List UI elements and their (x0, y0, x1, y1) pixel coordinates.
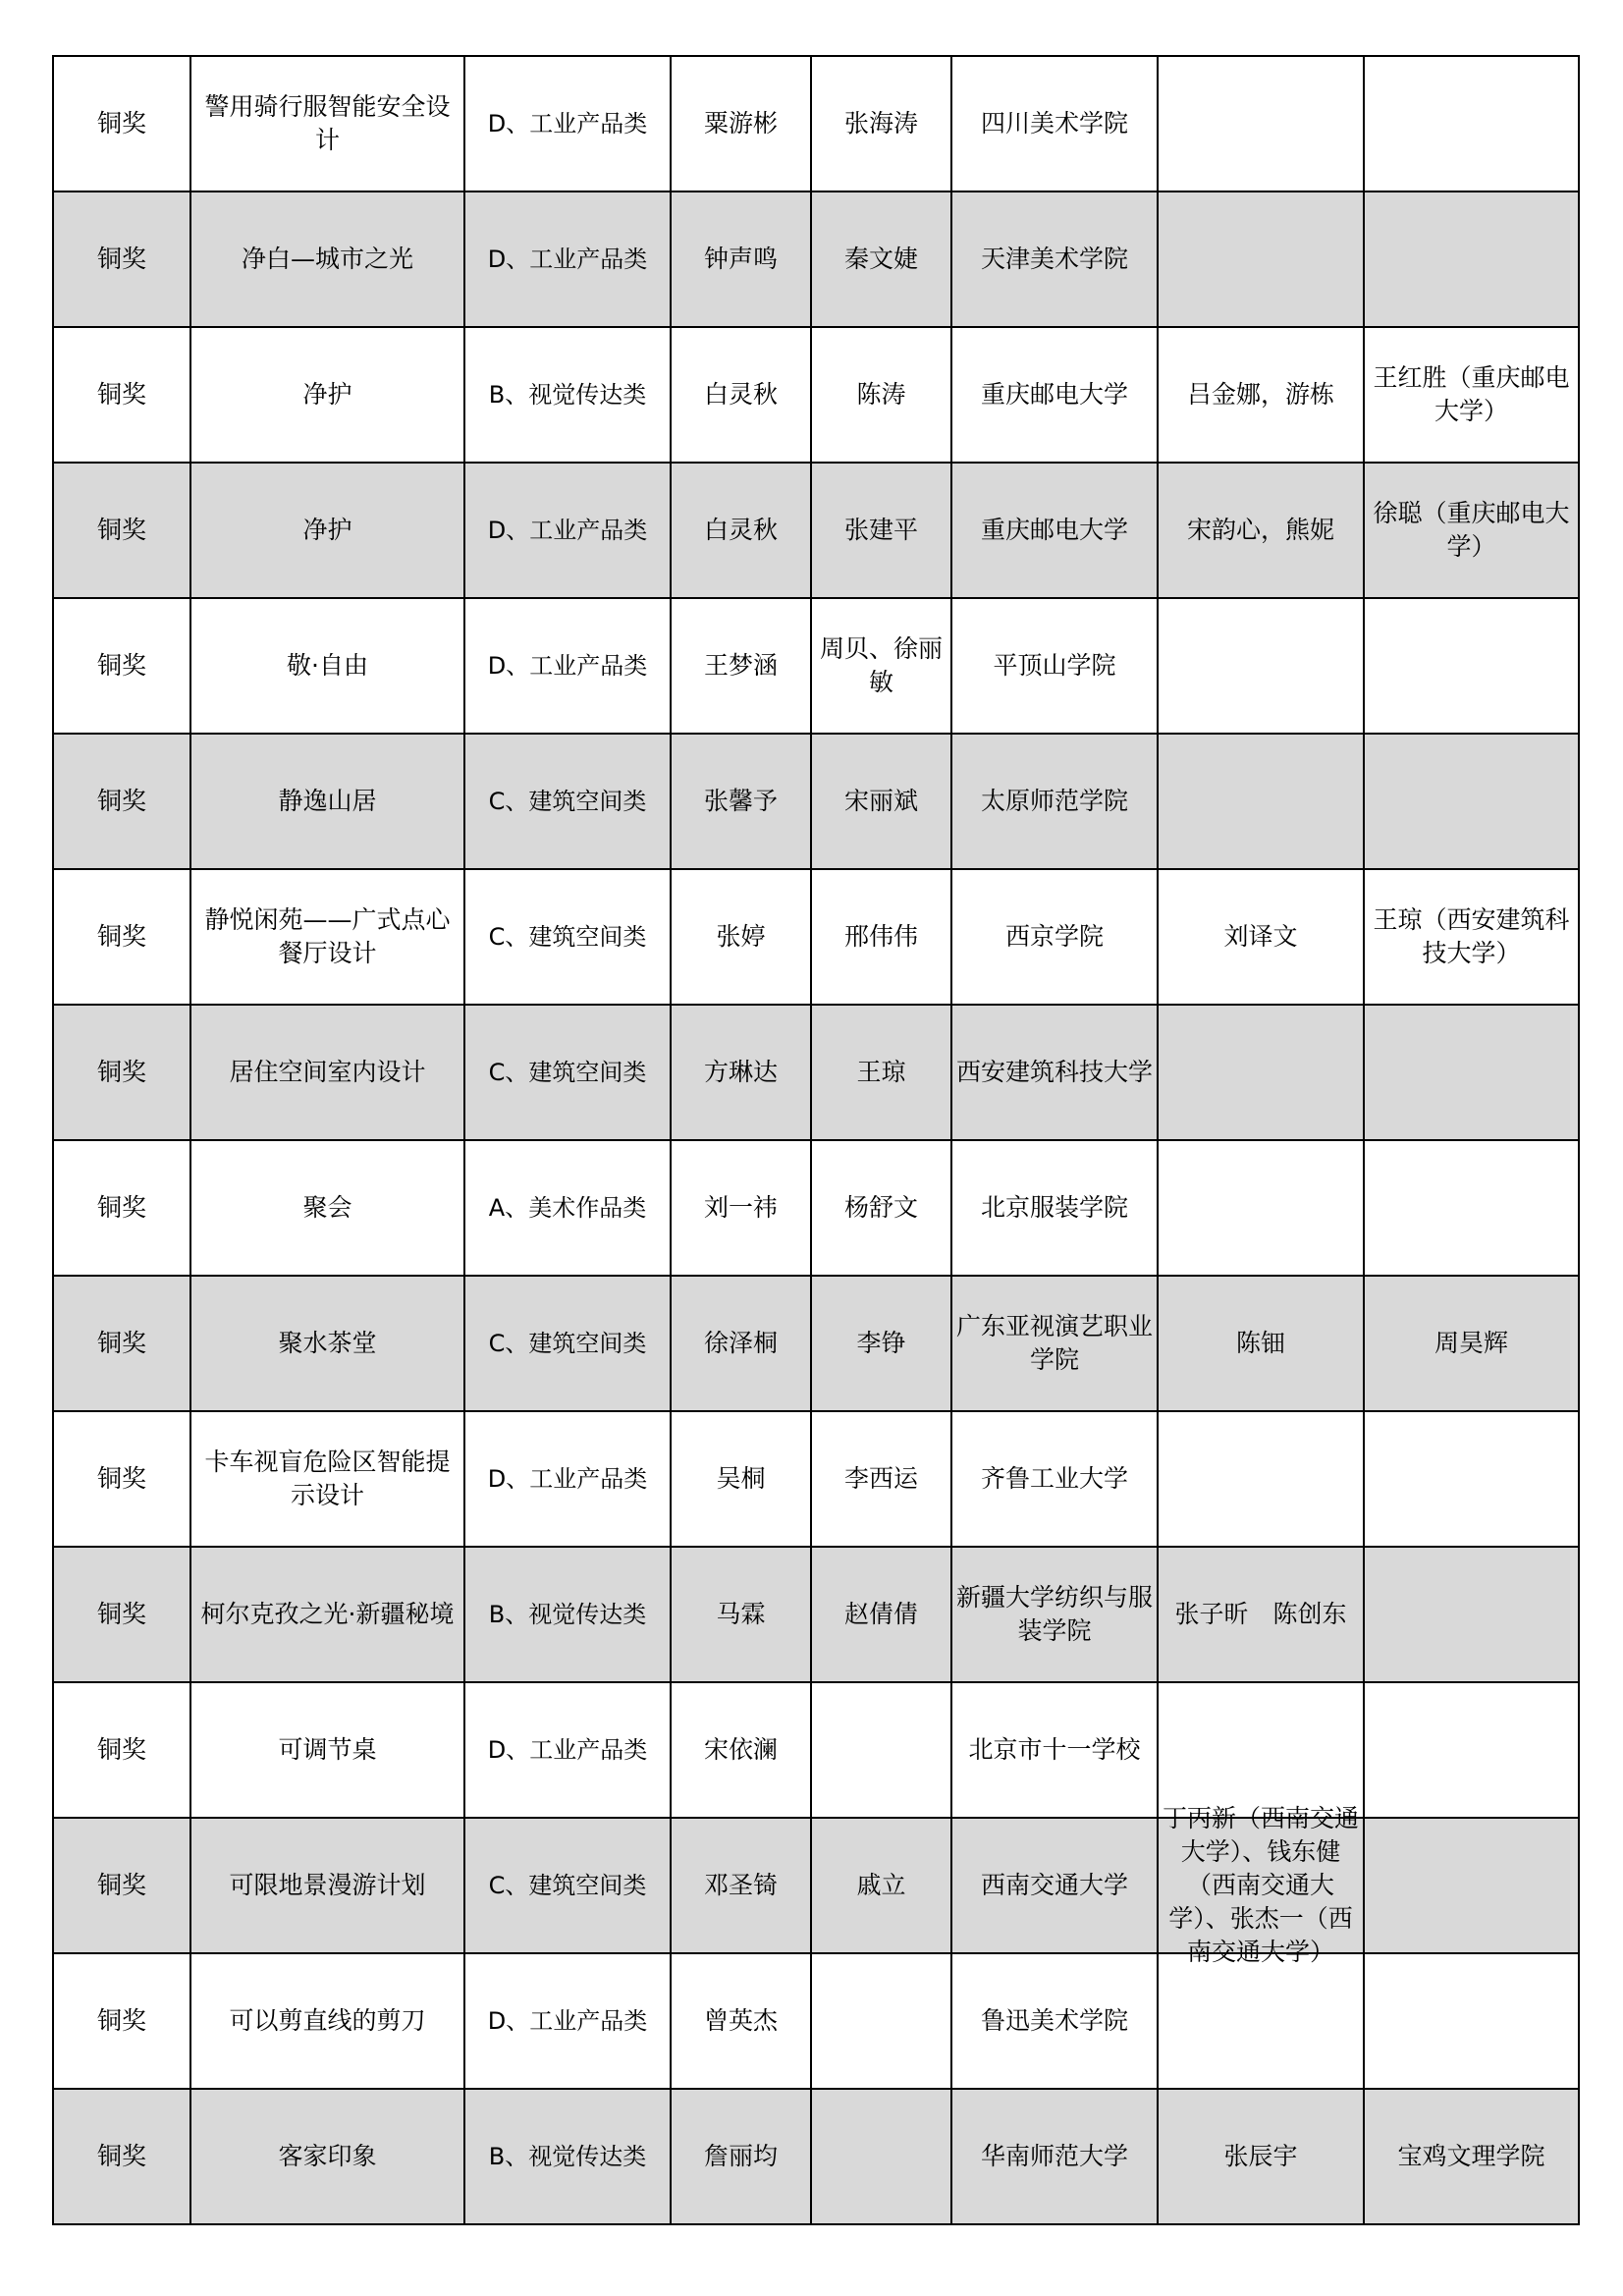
cell-text: D、工业产品类 (487, 246, 648, 273)
cell-award (53, 1005, 190, 1140)
cell-text: 铜奖 (96, 922, 146, 951)
cell-author (671, 598, 811, 734)
cell-text: C、建筑空间类 (488, 788, 647, 815)
cell-text: 铜奖 (96, 1464, 146, 1493)
cell-text: 铜奖 (96, 1600, 146, 1628)
cell-text: 铜奖 (96, 1329, 146, 1357)
cell-text: 张海涛 (843, 109, 918, 137)
cell-category (464, 191, 671, 327)
cell-text: 宋依澜 (703, 1735, 778, 1764)
cell-category (464, 1276, 671, 1411)
cell-text: 铜奖 (96, 245, 146, 273)
cell-text: 宋韵心，熊妮 (1186, 516, 1334, 544)
cell-category (464, 1682, 671, 1818)
cell-category (464, 2089, 671, 2224)
cell-award (53, 463, 190, 598)
cell-award (53, 598, 190, 734)
cell-text: 邓圣锜 (703, 1871, 778, 1899)
cell-text: 王琼 (856, 1058, 906, 1086)
cell-author (671, 1682, 811, 1818)
cell-text: 钟声鸣 (703, 245, 778, 273)
cell-text: B、视觉传达类 (488, 1601, 647, 1628)
cell-author (671, 1547, 811, 1682)
cell-award (53, 327, 190, 463)
cell-text: 周昊辉 (1434, 1329, 1508, 1357)
cell-text: 秦文婕 (843, 245, 918, 273)
cell-text: D、工业产品类 (487, 652, 648, 680)
cell-category (464, 1005, 671, 1140)
cell-text: 西安建筑科技大学 (956, 1058, 1154, 1086)
cell-author (671, 869, 811, 1005)
cell-text: 铜奖 (96, 1871, 146, 1899)
cell-text: D、工业产品类 (487, 110, 648, 137)
cell-text: A、美术作品类 (488, 1194, 647, 1222)
cell-category (464, 1547, 671, 1682)
cell-text: 可调节桌 (278, 1735, 377, 1764)
cell-advisor (1364, 598, 1579, 734)
cell-school (951, 1005, 1158, 1140)
cell-author (671, 1953, 811, 2089)
cell-advisor (1364, 1276, 1579, 1411)
cell-text: 天津美术学院 (980, 245, 1128, 273)
table-row (53, 1547, 1579, 1682)
cell-author (671, 191, 811, 327)
table-row (53, 191, 1579, 327)
cell-school (951, 327, 1158, 463)
cell-text: 赵倩倩 (843, 1600, 918, 1628)
cell-advisor (1364, 1140, 1579, 1276)
cell-title (190, 869, 464, 1005)
cell-teacher (811, 327, 951, 463)
cell-team (1158, 598, 1364, 734)
cell-team (1158, 56, 1364, 191)
cell-text: 敬·自由 (287, 651, 368, 680)
cell-teacher (811, 1818, 951, 1953)
cell-text: 李铮 (856, 1329, 906, 1357)
award-table (52, 55, 1580, 2225)
cell-author (671, 1005, 811, 1140)
cell-text: 徐泽桐 (703, 1329, 778, 1357)
cell-team (1158, 1953, 1364, 2089)
cell-award (53, 1276, 190, 1411)
cell-text: 西南交通大学 (980, 1871, 1128, 1899)
cell-teacher (811, 1547, 951, 1682)
cell-school (951, 1276, 1158, 1411)
cell-text: D、工业产品类 (487, 517, 648, 544)
cell-advisor (1364, 191, 1579, 327)
cell-text: 丁丙新（西南交通大学）、钱东健（西南交通大学）、张杰一（西南交通大学） (1163, 1804, 1360, 1966)
cell-title (190, 191, 464, 327)
cell-title (190, 1005, 464, 1140)
table-body (53, 56, 1579, 2224)
cell-advisor (1364, 1818, 1579, 1953)
cell-advisor (1364, 1005, 1579, 1140)
cell-title (190, 1140, 464, 1276)
cell-text: 太原师范学院 (980, 787, 1128, 815)
cell-text: 净护 (302, 380, 352, 409)
cell-award (53, 1818, 190, 1953)
table-row (53, 1953, 1579, 2089)
cell-team (1158, 1411, 1364, 1547)
cell-advisor (1364, 869, 1579, 1005)
cell-award (53, 1140, 190, 1276)
cell-author (671, 1276, 811, 1411)
cell-text: D、工业产品类 (487, 1465, 648, 1493)
cell-category (464, 56, 671, 191)
cell-category (464, 327, 671, 463)
cell-text: 铜奖 (96, 1058, 146, 1086)
cell-text: C、建筑空间类 (488, 1059, 647, 1086)
cell-teacher (811, 1140, 951, 1276)
cell-text: 张婷 (716, 922, 766, 951)
cell-author (671, 2089, 811, 2224)
cell-teacher (811, 734, 951, 869)
cell-text: 徐聪（重庆邮电大学） (1373, 499, 1570, 561)
cell-advisor (1364, 734, 1579, 869)
cell-teacher (811, 56, 951, 191)
cell-text: 陈钿 (1235, 1329, 1285, 1357)
cell-text: 铜奖 (96, 516, 146, 544)
cell-advisor (1364, 2089, 1579, 2224)
cell-text: 齐鲁工业大学 (980, 1464, 1128, 1493)
cell-team (1158, 734, 1364, 869)
cell-team (1158, 1547, 1364, 1682)
cell-text: C、建筑空间类 (488, 1330, 647, 1357)
cell-text: 重庆邮电大学 (980, 380, 1128, 409)
cell-author (671, 1411, 811, 1547)
cell-text: 宋丽斌 (843, 787, 918, 815)
cell-text: 铜奖 (96, 2142, 146, 2170)
cell-teacher (811, 1411, 951, 1547)
cell-teacher (811, 1005, 951, 1140)
cell-text: 刘译文 (1223, 922, 1298, 951)
cell-school (951, 598, 1158, 734)
cell-school (951, 1140, 1158, 1276)
cell-team (1158, 191, 1364, 327)
cell-text: 张辰宇 (1223, 2142, 1298, 2170)
cell-text: 平顶山学院 (993, 651, 1116, 680)
cell-advisor (1364, 1682, 1579, 1818)
cell-text: 张馨予 (703, 787, 778, 815)
cell-teacher (811, 598, 951, 734)
cell-title (190, 463, 464, 598)
table-row (53, 734, 1579, 869)
cell-advisor (1364, 1547, 1579, 1682)
cell-team (1158, 1005, 1364, 1140)
cell-school (951, 734, 1158, 869)
cell-title (190, 327, 464, 463)
cell-team (1158, 1682, 1364, 1818)
cell-text: 宝鸡文理学院 (1397, 2142, 1545, 2170)
cell-text: 北京服装学院 (980, 1193, 1128, 1222)
cell-school (951, 869, 1158, 1005)
table-row (53, 869, 1579, 1005)
cell-category (464, 1818, 671, 1953)
cell-title (190, 1411, 464, 1547)
cell-text: B、视觉传达类 (488, 2143, 647, 2170)
cell-author (671, 734, 811, 869)
table-row (53, 1818, 1579, 1953)
cell-teacher (811, 869, 951, 1005)
cell-team (1158, 1276, 1364, 1411)
cell-text: C、建筑空间类 (488, 923, 647, 951)
cell-teacher (811, 191, 951, 327)
cell-text: 重庆邮电大学 (980, 516, 1128, 544)
cell-award (53, 1953, 190, 2089)
cell-teacher (811, 2089, 951, 2224)
cell-category (464, 869, 671, 1005)
cell-teacher (811, 1953, 951, 2089)
cell-author (671, 1818, 811, 1953)
cell-text: 铜奖 (96, 2006, 146, 2035)
cell-teacher (811, 463, 951, 598)
cell-text: 静悦闲苑——广式点心餐厅设计 (204, 905, 451, 967)
cell-title (190, 2089, 464, 2224)
cell-text: 铜奖 (96, 380, 146, 409)
cell-text: 铜奖 (96, 109, 146, 137)
cell-category (464, 1953, 671, 2089)
cell-award (53, 1411, 190, 1547)
table-row (53, 327, 1579, 463)
table-row (53, 1682, 1579, 1818)
cell-title (190, 1953, 464, 2089)
cell-category (464, 1411, 671, 1547)
cell-text: 陈涛 (856, 380, 906, 409)
cell-advisor (1364, 56, 1579, 191)
cell-text: 卡车视盲危险区智能提示设计 (204, 1448, 451, 1509)
cell-school (951, 1682, 1158, 1818)
cell-advisor (1364, 1411, 1579, 1547)
cell-text: 西京学院 (1004, 922, 1104, 951)
cell-text: 铜奖 (96, 787, 146, 815)
cell-text: 邢伟伟 (843, 922, 918, 951)
cell-category (464, 1140, 671, 1276)
cell-text: 居住空间室内设计 (229, 1058, 426, 1086)
cell-school (951, 1411, 1158, 1547)
table-row (53, 56, 1579, 191)
cell-award (53, 191, 190, 327)
cell-teacher (811, 1682, 951, 1818)
cell-text: 李西运 (843, 1464, 918, 1493)
cell-team (1158, 1140, 1364, 1276)
cell-school (951, 463, 1158, 598)
cell-school (951, 1547, 1158, 1682)
cell-text: 可以剪直线的剪刀 (229, 2006, 426, 2035)
cell-text: 广东亚视演艺职业学院 (956, 1312, 1154, 1374)
cell-teacher (811, 1276, 951, 1411)
cell-title (190, 598, 464, 734)
cell-advisor (1364, 463, 1579, 598)
cell-text: D、工业产品类 (487, 2007, 648, 2035)
cell-text: 华南师范大学 (980, 2142, 1128, 2170)
cell-text: 白灵秋 (703, 516, 778, 544)
table-row (53, 598, 1579, 734)
cell-text: 王梦涵 (703, 651, 778, 680)
cell-text: 刘一祎 (703, 1193, 778, 1222)
cell-text: 净护 (302, 516, 352, 544)
cell-award (53, 734, 190, 869)
cell-text: 张子昕 陈创东 (1174, 1600, 1347, 1628)
cell-school (951, 1953, 1158, 2089)
cell-text: 白灵秋 (703, 380, 778, 409)
cell-category (464, 734, 671, 869)
cell-title (190, 1547, 464, 1682)
cell-text: 曾英杰 (703, 2006, 778, 2035)
cell-author (671, 463, 811, 598)
cell-text: 客家印象 (278, 2142, 377, 2170)
cell-school (951, 2089, 1158, 2224)
cell-text: 马霖 (716, 1600, 766, 1628)
cell-text: 杨舒文 (843, 1193, 918, 1222)
cell-text: D、工业产品类 (487, 1736, 648, 1764)
table-row (53, 1140, 1579, 1276)
cell-text: 粟游彬 (703, 109, 778, 137)
cell-text: 可限地景漫游计划 (229, 1871, 426, 1899)
cell-team (1158, 1804, 1364, 1966)
cell-award (53, 869, 190, 1005)
cell-title (190, 1818, 464, 1953)
cell-advisor (1364, 327, 1579, 463)
cell-text: 方琳达 (703, 1058, 778, 1086)
cell-text: 吕金娜，游栋 (1186, 380, 1334, 409)
cell-author (671, 56, 811, 191)
cell-text: 张建平 (843, 516, 918, 544)
cell-text: C、建筑空间类 (488, 1872, 647, 1899)
cell-award (53, 2089, 190, 2224)
cell-text: 新疆大学纺织与服装学院 (956, 1583, 1154, 1645)
cell-text: 净白—城市之光 (241, 245, 413, 273)
cell-text: 戚立 (856, 1871, 906, 1899)
cell-text: 周贝、徐丽敏 (819, 634, 943, 696)
table-row (53, 463, 1579, 598)
cell-title (190, 1682, 464, 1818)
cell-text: 警用骑行服智能安全设计 (204, 92, 451, 154)
cell-team (1158, 869, 1364, 1005)
cell-text: 聚水茶堂 (278, 1329, 377, 1357)
table-row (53, 2089, 1579, 2224)
table-row (53, 1411, 1579, 1547)
cell-author (671, 327, 811, 463)
cell-text: 鲁迅美术学院 (980, 2006, 1128, 2035)
cell-author (671, 1140, 811, 1276)
cell-text: 北京市十一学校 (968, 1735, 1141, 1764)
cell-text: 铜奖 (96, 1193, 146, 1222)
cell-text: 铜奖 (96, 651, 146, 680)
cell-school (951, 56, 1158, 191)
table-row (53, 1276, 1579, 1411)
cell-team (1158, 327, 1364, 463)
cell-text: B、视觉传达类 (488, 381, 647, 409)
cell-text: 铜奖 (96, 1735, 146, 1764)
cell-award (53, 56, 190, 191)
cell-title (190, 734, 464, 869)
cell-team (1158, 2089, 1364, 2224)
cell-school (951, 191, 1158, 327)
table-row (53, 1005, 1579, 1140)
cell-text: 柯尔克孜之光·新疆秘境 (200, 1600, 455, 1628)
cell-category (464, 598, 671, 734)
cell-text: 王红胜（重庆邮电大学） (1373, 363, 1570, 425)
cell-school (951, 1818, 1158, 1953)
cell-text: 詹丽均 (703, 2142, 778, 2170)
cell-title (190, 56, 464, 191)
cell-category (464, 463, 671, 598)
cell-text: 四川美术学院 (980, 109, 1128, 137)
cell-award (53, 1547, 190, 1682)
cell-text: 王琼（西安建筑科技大学） (1373, 905, 1570, 967)
cell-text: 吴桐 (716, 1464, 766, 1493)
cell-award (53, 1682, 190, 1818)
cell-text: 静逸山居 (278, 787, 377, 815)
cell-title (190, 1276, 464, 1411)
cell-advisor (1364, 1953, 1579, 2089)
cell-text: 聚会 (302, 1193, 352, 1222)
cell-team (1158, 463, 1364, 598)
